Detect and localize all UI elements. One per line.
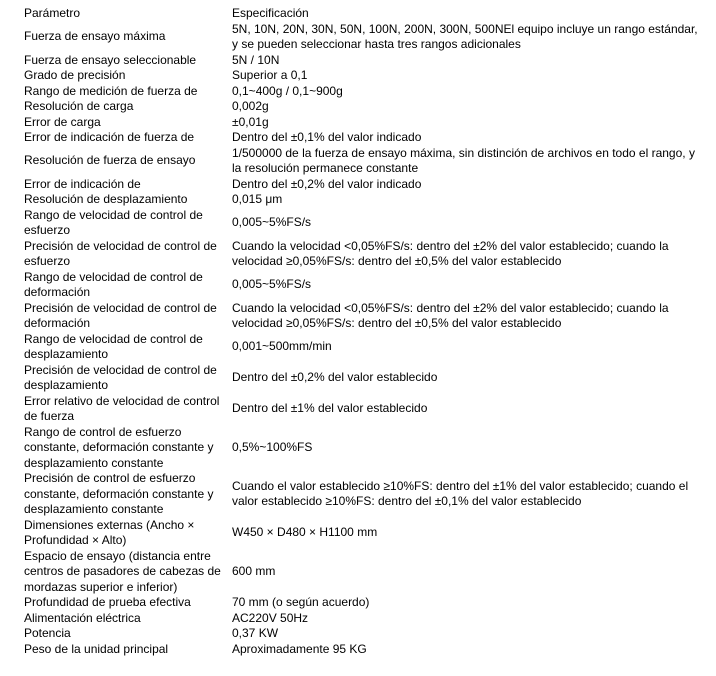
row-specification: Dentro del ±0,2% del valor establecido — [232, 370, 438, 385]
table-row — [24, 301, 704, 332]
specification-table-body — [24, 6, 704, 657]
table-row — [24, 626, 704, 642]
specification-table — [24, 6, 704, 657]
row-parameter: Profundidad de prueba efectiva — [24, 595, 191, 609]
row-parameter: Peso de la unidad principal — [24, 641, 169, 656]
row-parameter: Precisión de velocidad de control de desplazamiento — [24, 362, 217, 392]
row-specification: Dentro del ±0,1% del valor indicado — [232, 130, 422, 144]
row-specification: Superior a 0,1 — [232, 68, 308, 82]
row-parameter: Alimentación eléctrica — [24, 610, 141, 625]
row-parameter: Precisión de control de esfuerzo constante, deformación constante y desplazamiento constante — [24, 471, 214, 516]
row-parameter: Rango de control de esfuerzo constante, deformación constante y desplazamiento constante — [24, 424, 214, 470]
table-row — [24, 642, 704, 658]
row-parameter: Espacio de ensayo (distancia entre centros de pasadores de cabezas de mordazas superior e inferior) — [24, 548, 221, 594]
table-row — [24, 130, 704, 146]
row-parameter: Rango de velocidad de control de desplazamiento — [24, 331, 203, 361]
row-specification: Dentro del ±0,2% del valor indicado — [232, 176, 422, 191]
table-row — [24, 471, 704, 518]
row-specification: 0,005~5%FS/s — [232, 277, 312, 292]
row-specification: 0,37 KW — [232, 626, 279, 640]
table-row — [24, 192, 704, 208]
table-row — [24, 425, 704, 472]
row-parameter: Fuerza de ensayo seleccionable — [24, 52, 197, 67]
row-parameter: Rango de velocidad de control de deformación — [24, 269, 203, 299]
row-parameter: Precisión de velocidad de control de deformación — [24, 300, 217, 330]
table-row — [24, 549, 704, 596]
row-specification: 0,001~500mm/min — [232, 339, 332, 354]
row-specification: 0,015 μm — [232, 192, 283, 206]
row-parameter: Error relativo de velocidad de control de fuerza — [24, 393, 220, 423]
row-parameter: Resolución de carga — [24, 99, 134, 113]
row-parameter: Fuerza de ensayo máxima — [24, 29, 166, 44]
header-parameter: Parámetro — [24, 6, 81, 20]
row-parameter: Error de carga — [24, 114, 101, 129]
row-parameter: Error de indicación de — [24, 176, 141, 191]
table-header-row — [24, 6, 704, 22]
table-row — [24, 363, 704, 394]
row-parameter: Resolución de fuerza de ensayo — [24, 153, 196, 168]
row-specification: W450 × D480 × H1100 mm — [232, 525, 378, 540]
table-row — [24, 239, 704, 270]
row-parameter: Potencia — [24, 626, 71, 640]
table-row — [24, 115, 704, 131]
table-row — [24, 518, 704, 549]
row-specification: 1/500000 de la fuerza de ensayo máxima, sin distinción de archivos en todo el rango, y la resolución permanece constante — [232, 145, 695, 175]
row-parameter: Rango de velocidad de control de esfuerzo — [24, 207, 203, 237]
row-parameter: Precisión de velocidad de control de esfuerzo — [24, 238, 217, 268]
row-specification: 5N / 10N — [232, 52, 280, 67]
row-specification: 0,1~400g / 0,1~900g — [232, 83, 343, 98]
row-parameter: Error de indicación de fuerza de — [24, 130, 195, 144]
row-specification: Cuando la velocidad <0,05%FS/s: dentro del ±2% del valor establecido; cuando la velocidad ≥0,05%FS/s: dentro del ±0,5% del valor establecido — [232, 300, 669, 330]
table-row — [24, 595, 704, 611]
row-specification: 0,5%~100%FS — [232, 440, 313, 454]
table-row — [24, 611, 704, 627]
table-row — [24, 146, 704, 177]
table-row — [24, 394, 704, 425]
table-row — [24, 22, 704, 53]
header-specification: Especificación — [232, 6, 309, 20]
table-row — [24, 99, 704, 115]
table-row — [24, 53, 704, 69]
table-row — [24, 332, 704, 363]
table-row — [24, 84, 704, 100]
row-specification: Dentro del ±1% del valor establecido — [232, 401, 428, 416]
row-specification: 70 mm (o según acuerdo) — [232, 595, 370, 609]
row-parameter: Dimensiones externas (Ancho × Profundidad × Alto) — [24, 517, 195, 547]
row-specification: 5N, 10N, 20N, 30N, 50N, 100N, 200N, 300N, 500NEl equipo incluye un rango estándar, y se pueden seleccionar hasta tres rangos adicionales — [232, 21, 698, 51]
table-row — [24, 270, 704, 301]
row-specification: Aproximadamente 95 KG — [232, 641, 367, 656]
row-specification: Cuando la velocidad <0,05%FS/s: dentro del ±2% del valor establecido; cuando la velocidad ≥0,05%FS/s: dentro del ±0,5% del valor establecido — [232, 238, 669, 268]
row-specification: ±0,01g — [232, 114, 269, 129]
row-parameter: Rango de medición de fuerza de — [24, 83, 198, 98]
row-parameter: Grado de precisión — [24, 68, 126, 82]
row-specification: 0,005~5%FS/s — [232, 215, 312, 230]
row-specification: 0,002g — [232, 99, 269, 113]
table-row — [24, 177, 704, 193]
table-row — [24, 68, 704, 84]
row-parameter: Resolución de desplazamiento — [24, 192, 188, 206]
table-row — [24, 208, 704, 239]
row-specification: 600 mm — [232, 564, 276, 578]
row-specification: AC220V 50Hz — [232, 610, 309, 625]
row-specification: Cuando el valor establecido ≥10%FS: dentro del ±1% del valor establecido; cuando el valor establecido ≥10%FS: dentro del ±0,1% del valor establecido — [232, 478, 689, 509]
